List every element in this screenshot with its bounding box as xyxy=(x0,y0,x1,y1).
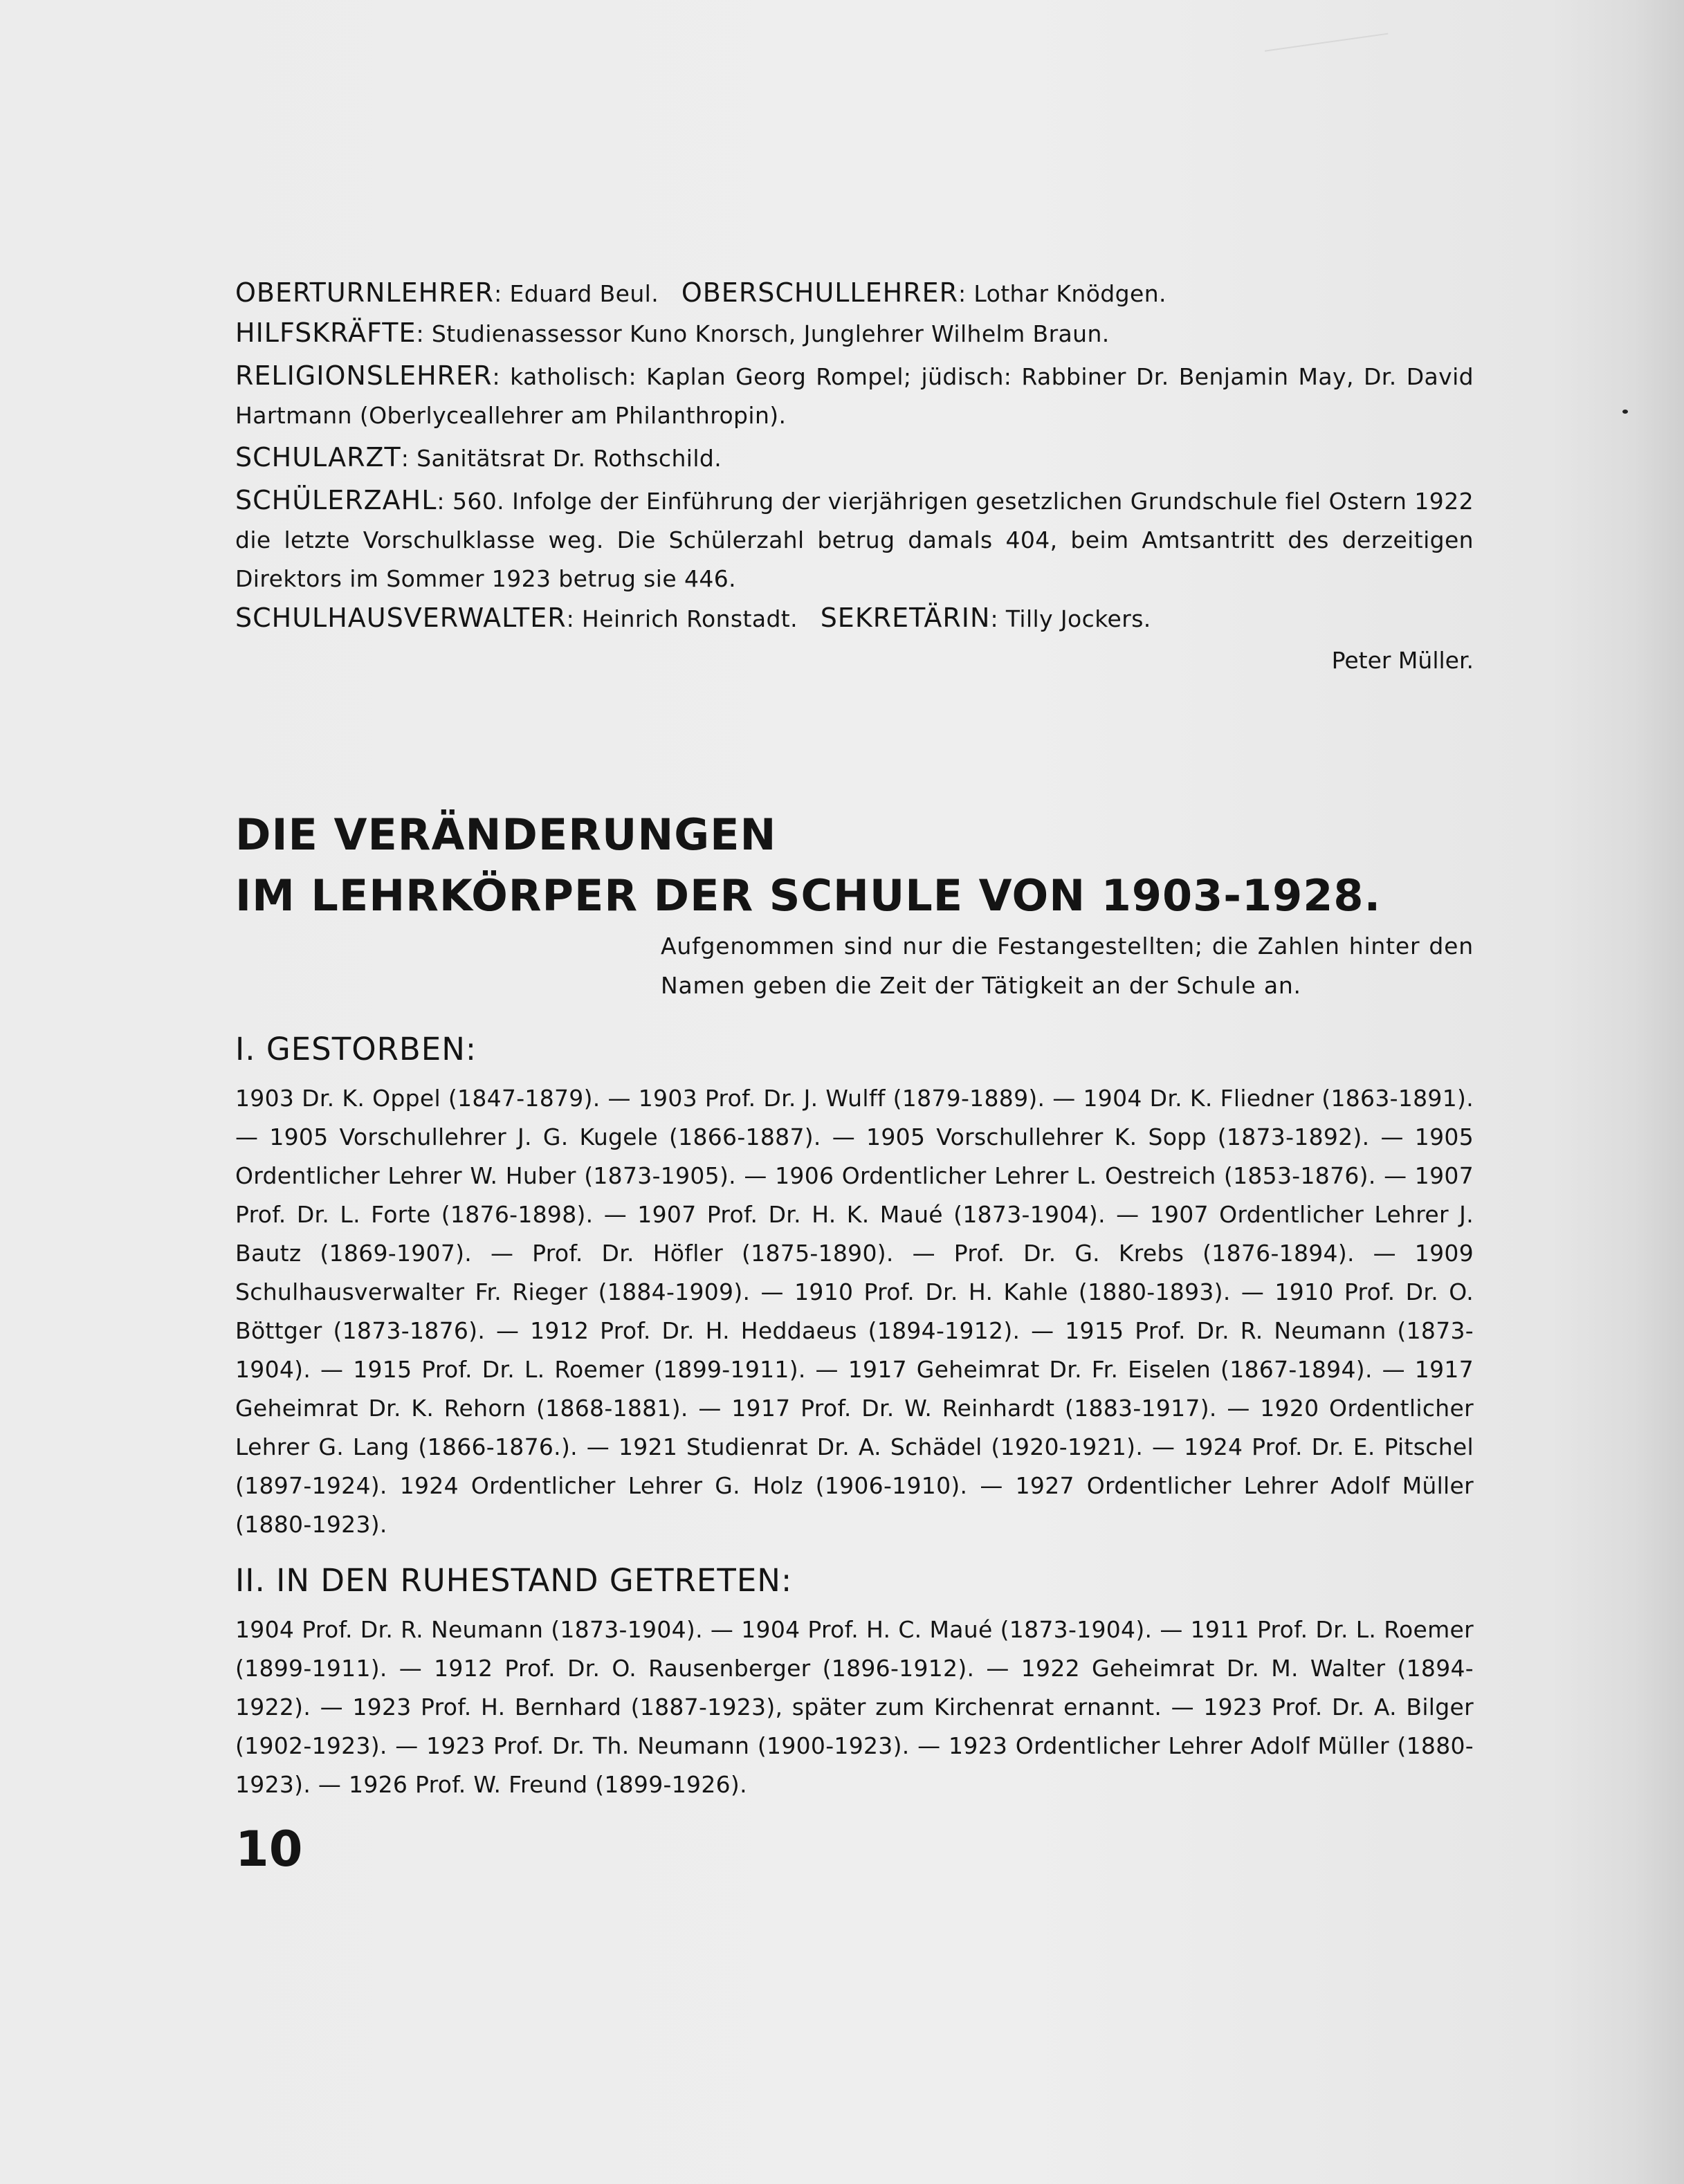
page-content xyxy=(235,273,1474,1880)
staff-line-schularzt xyxy=(235,438,1474,478)
staff-text: : Tilly Jockers. xyxy=(990,605,1151,632)
retired-list: 1904 Prof. Dr. R. Neumann (1873-1904). — 1904 Prof. H. C. Maué (1873-1904). — 1911 Prof. Dr. L. Roemer (1899-1911). — 1912 Prof. Dr. O. Rausenberger (1896-1912). — 1922 Geheimrat Dr. M. Walter (1894-1922). — 1923 Prof. H. Bernhard (1887-1923), später zum Kirchenrat ernannt. — 1923 Prof. Dr. A. Bilger (1902-1923). — 1923 Prof. Dr. Th. Neumann (1900-1923). — 1923 Ordentlicher Lehrer Adolf Müller (1880-1923). — 1926 Prof. W. Freund (1899-1926). xyxy=(235,1616,1474,1798)
section-note: Aufgenommen sind nur die Festangestellten; die Zahlen hinter den Namen geben die Zeit der Tätigkeit an der Schule an. xyxy=(661,933,1474,999)
staff-line-hilfskraefte xyxy=(235,313,1474,354)
section-title-line-1: DIE VERÄNDERUNGEN xyxy=(235,809,777,860)
section-title xyxy=(235,805,1474,926)
staff-text: : Studienassessor Kuno Knorsch, Junglehrer Wilhelm Braun. xyxy=(416,320,1110,347)
staff-text: : Heinrich Ronstadt. xyxy=(566,605,798,632)
staff-label: SCHÜLERZAHL xyxy=(235,485,437,515)
staff-label: RELIGIONSLEHRER xyxy=(235,360,493,391)
heading-retired: II. IN DEN RUHESTAND GETRETEN: xyxy=(235,1562,793,1599)
ink-speck xyxy=(1622,410,1628,414)
staff-label: SEKRETÄRIN xyxy=(820,603,991,633)
staff-text: : 560. Infolge der Einführung der vierjährigen gesetzlichen Grundschule fiel Ostern 1922 die letzte Vorschulklasse weg. Die Schülerzahl betrug damals 404, beim Amtsantritt des derzeitigen Direktors im Sommer 1923 betrug sie 446. xyxy=(235,488,1474,592)
staff-text: : Eduard Beul. xyxy=(494,280,659,307)
staff-label: HILFSKRÄFTE xyxy=(235,318,417,348)
staff-label: SCHULARZT xyxy=(235,442,401,472)
section-title-line-2: IM LEHRKÖRPER DER SCHULE VON 1903-1928. xyxy=(235,870,1382,921)
deceased-list: 1903 Dr. K. Oppel (1847-1879). — 1903 Prof. Dr. J. Wulff (1879-1889). — 1904 Dr. K. Fliedner (1863-1891). — 1905 Vorschullehrer J. G. Kugele (1866-1887). — 1905 Vorschullehrer K. Sopp (1873-1892). — 1905 Ordentlicher Lehrer W. Huber (1873-1905). — 1906 Ordentlicher Lehrer L. Oestreich (1853-1876). — 1907 Prof. Dr. L. Forte (1876-1898). — 1907 Prof. Dr. H. K. Maué (1873-1904). — 1907 Ordentlicher Lehrer J. Bautz (1869-1907). — Prof. Dr. Höfler (1875-1890). — Prof. Dr. G. Krebs (1876-1894). — 1909 Schulhausverwalter Fr. Rieger (1884-1909). — 1910 Prof. Dr. H. Kahle (1880-1893). — 1910 Prof. Dr. O. Böttger (1873-1876). — 1912 Prof. Dr. H. Heddaeus (1894-1912). — 1915 Prof. Dr. R. Neumann (1873-1904). — 1915 Prof. Dr. L. Roemer (1899-1911). — 1917 Geheimrat Dr. Fr. Eiselen (1867-1894). — 1917 Geheimrat Dr. K. Rehorn (1868-1881). — 1917 Prof. Dr. W. Reinhardt (1883-1917). — 1920 Ordentlicher Lehrer G. Lang (1866-1876.). — 1921 Studienrat Dr. A. Schädel (1920-1921). — 1924 Prof. Dr. E. Pitschel (1897-1924). 1924 Ordentlicher Lehrer G. Holz (1906-1910). — 1927 Ordentlicher Lehrer Adolf Müller (1880-1923). xyxy=(235,1085,1474,1538)
author-signature: Peter Müller. xyxy=(1331,647,1474,674)
staff-label: OBERSCHULLEHRER xyxy=(681,277,959,308)
staff-line-schulhausverwalter xyxy=(235,598,1474,639)
staff-text: : katholisch: Kaplan Georg Rompel; jüdisch: Rabbiner Dr. Benjamin May, Dr. David Hartmann (Oberlyceallehrer am Philanthropin). xyxy=(235,363,1474,429)
staff-label: OBERTURNLEHRER xyxy=(235,277,495,308)
heading-deceased: I. GESTORBEN: xyxy=(235,1031,477,1067)
staff-text: : Sanitätsrat Dr. Rothschild. xyxy=(401,445,722,472)
staff-line-religionslehrer xyxy=(235,356,1474,435)
staff-label: SCHULHAUSVERWALTER xyxy=(235,603,567,633)
staff-line-schuelerzahl xyxy=(235,481,1474,598)
bleed-through-mark xyxy=(1265,33,1392,80)
staff-line-oberturnlehrer xyxy=(235,273,1474,313)
page-number: 10 xyxy=(235,1821,303,1878)
staff-text: : Lothar Knödgen. xyxy=(958,280,1166,307)
